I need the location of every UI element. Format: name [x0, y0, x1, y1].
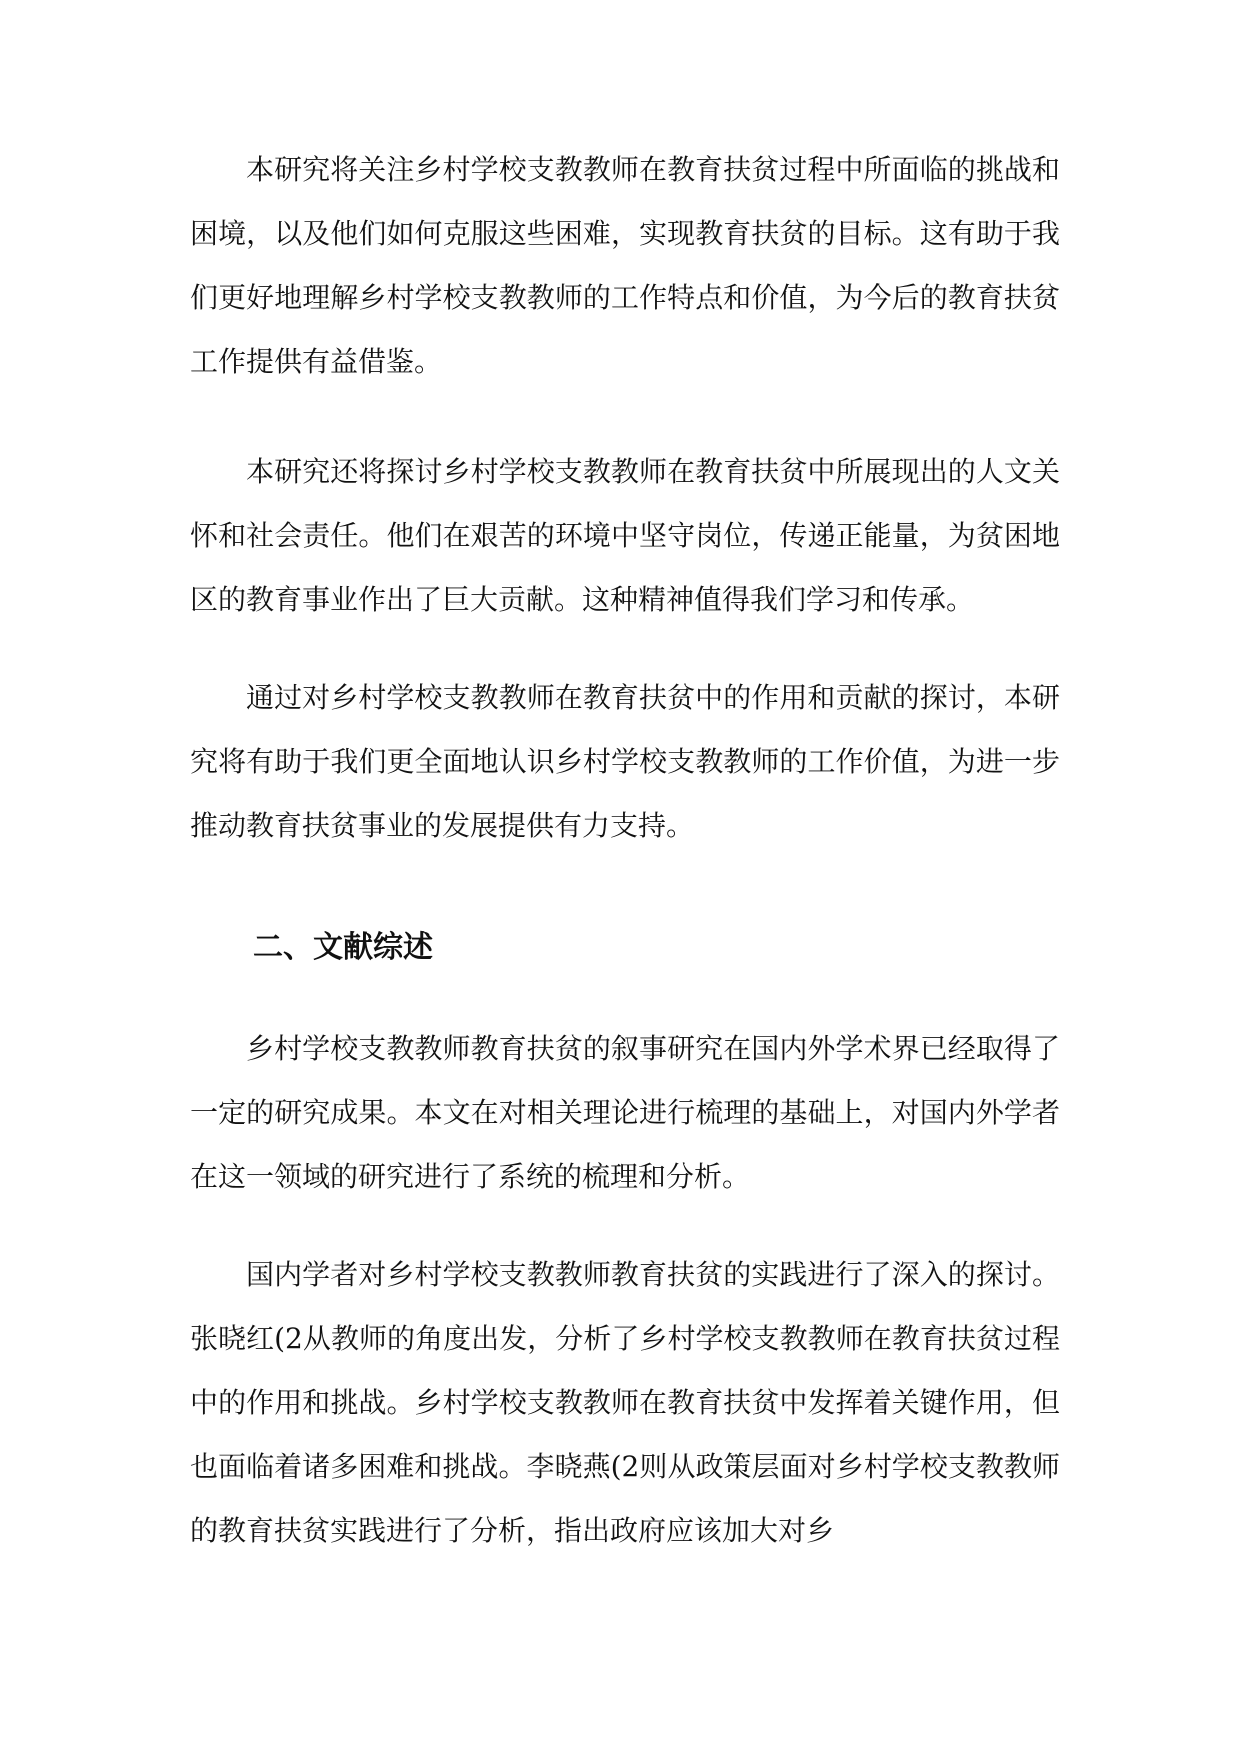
- paragraph-domestic-scholars: 国内学者对乡村学校支教教师教育扶贫的实践进行了深入的探讨。张晓红(2从教师的角度出发，分析了乡村学校支教教师在教育扶贫过程中的作用和挑战。乡村学校支教教师在教育扶贫中发挥着关键作用，但也面临着诸多困难和挑战。李晓燕(2则从政策层面对乡村学校支教教师的教育扶贫实践进行了分析，指出政府应该加大对乡: [190, 1258, 1060, 1547]
- paragraph-humanistic-care: 本研究还将探讨乡村学校支教教师在教育扶贫中所展现出的人文关怀和社会责任。他们在艰苦的环境中坚守岗位，传递正能量，为贫困地区的教育事业作出了巨大贡献。这种精神值得我们学习和传承。: [190, 455, 1060, 616]
- paragraph-literature-overview: 乡村学校支教教师教育扶贫的叙事研究在国内外学术界已经取得了一定的研究成果。本文在对相关理论进行梳理的基础上，对国内外学者在这一领域的研究进行了系统的梳理和分析。: [190, 1032, 1060, 1193]
- paragraph-research-significance: 通过对乡村学校支教教师在教育扶贫中的作用和贡献的探讨，本研究将有助于我们更全面地认识乡村学校支教教师的工作价值，为进一步推动教育扶贫事业的发展提供有力支持。: [190, 681, 1060, 842]
- paragraph-research-challenges: 本研究将关注乡村学校支教教师在教育扶贫过程中所面临的挑战和困境，以及他们如何克服这些困难，实现教育扶贫的目标。这有助于我们更好地理解乡村学校支教教师的工作特点和价值，为今后的教育扶贫工作提供有益借鉴。: [190, 153, 1060, 378]
- section-heading-literature-review: 二、文献综述: [253, 930, 433, 965]
